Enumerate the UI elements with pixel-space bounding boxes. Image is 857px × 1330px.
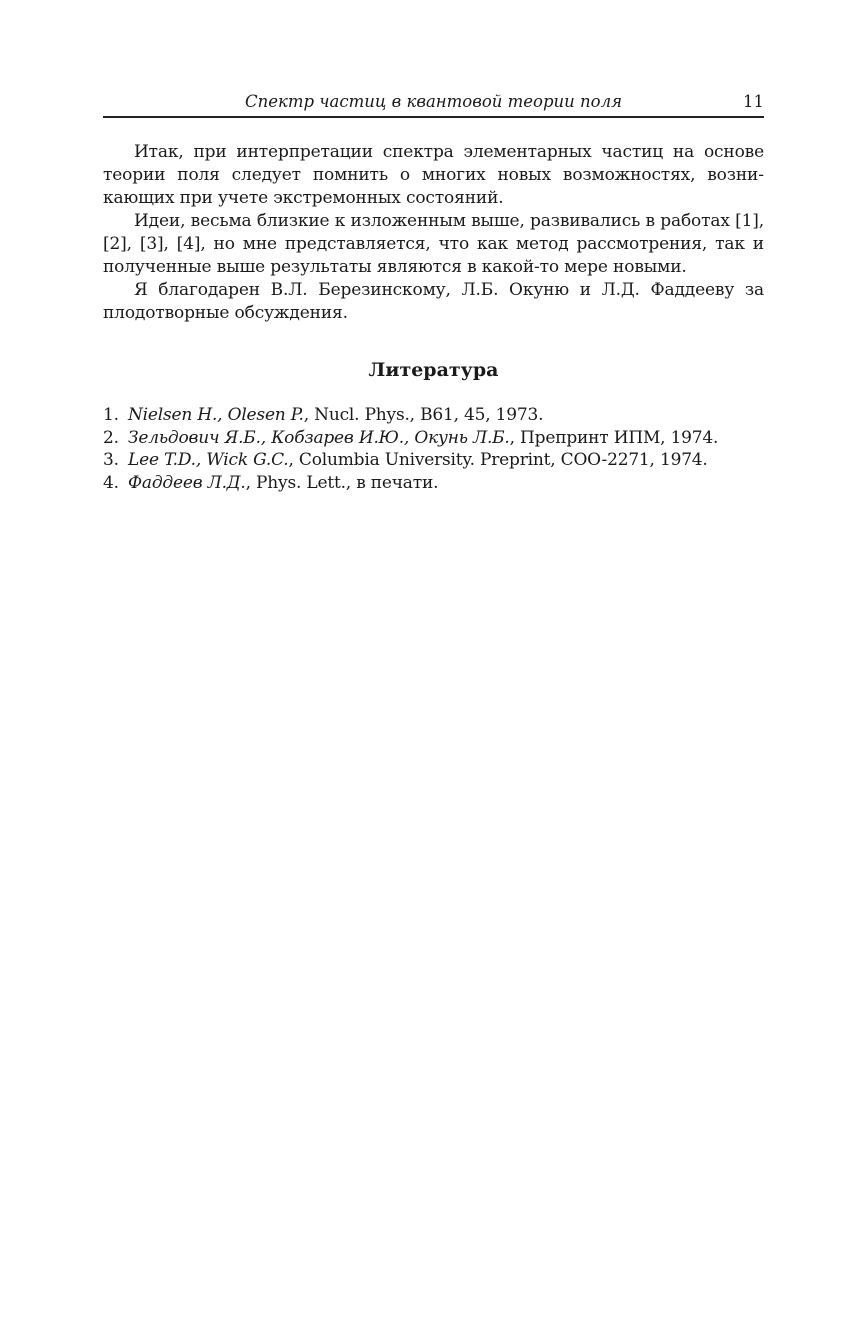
- references-list: [103, 404, 764, 494]
- page-number: 11: [743, 92, 764, 111]
- reference-authors: Nielsen H., Olesen P.: [128, 405, 304, 425]
- reference-item: [103, 404, 764, 427]
- reference-source: , Препринт ИПМ, 1974.: [509, 427, 719, 448]
- reference-number: 1.: [103, 405, 119, 425]
- reference-authors: Фаддеев Л.Д.: [128, 472, 246, 493]
- reference-source: , Nucl. Phys., B61, 45, 1973.: [303, 405, 544, 425]
- reference-authors: Зельдович Я.Б., Кобзарев И.Ю., Окунь Л.Б.: [128, 427, 510, 448]
- reference-item: [103, 449, 764, 472]
- reference-item: [103, 472, 764, 495]
- reference-number: 3.: [103, 450, 119, 470]
- page-body: [103, 141, 764, 494]
- reference-source: , Columbia University. Preprint, COO-2271, 1974.: [288, 450, 708, 470]
- references-heading: Литература: [368, 359, 499, 381]
- paragraph-conclusion: Итак, при интерпретации спектра элементарных частиц на основе теории поля следует помнить о многих новых возможностях, возникающих при учете экстремонных состояний.: [103, 142, 764, 208]
- running-title: Спектр частиц в квантовой теории поля: [244, 92, 623, 111]
- reference-source: , Phys. Lett., в печати.: [245, 472, 439, 493]
- reference-item: [103, 427, 764, 450]
- reference-number: 2.: [103, 427, 119, 448]
- reference-authors: Lee T.D., Wick G.C.: [128, 450, 289, 470]
- reference-number: 4.: [103, 472, 119, 493]
- paragraph-acknowledgements: Я благодарен В.Л. Березинскому, Л.Б. Окуню и Л.Д. Фаддееву за плодотворные обсуждения.: [103, 280, 764, 323]
- running-head: [103, 90, 764, 118]
- paragraph-related-work: Идеи, весьма близкие к изложенным выше, развивались в работах [1], [2], [3], [4], но мне представляется, что как метод рассмотрения, так и полученные выше результаты являются в какой-то мере новыми.: [103, 211, 764, 277]
